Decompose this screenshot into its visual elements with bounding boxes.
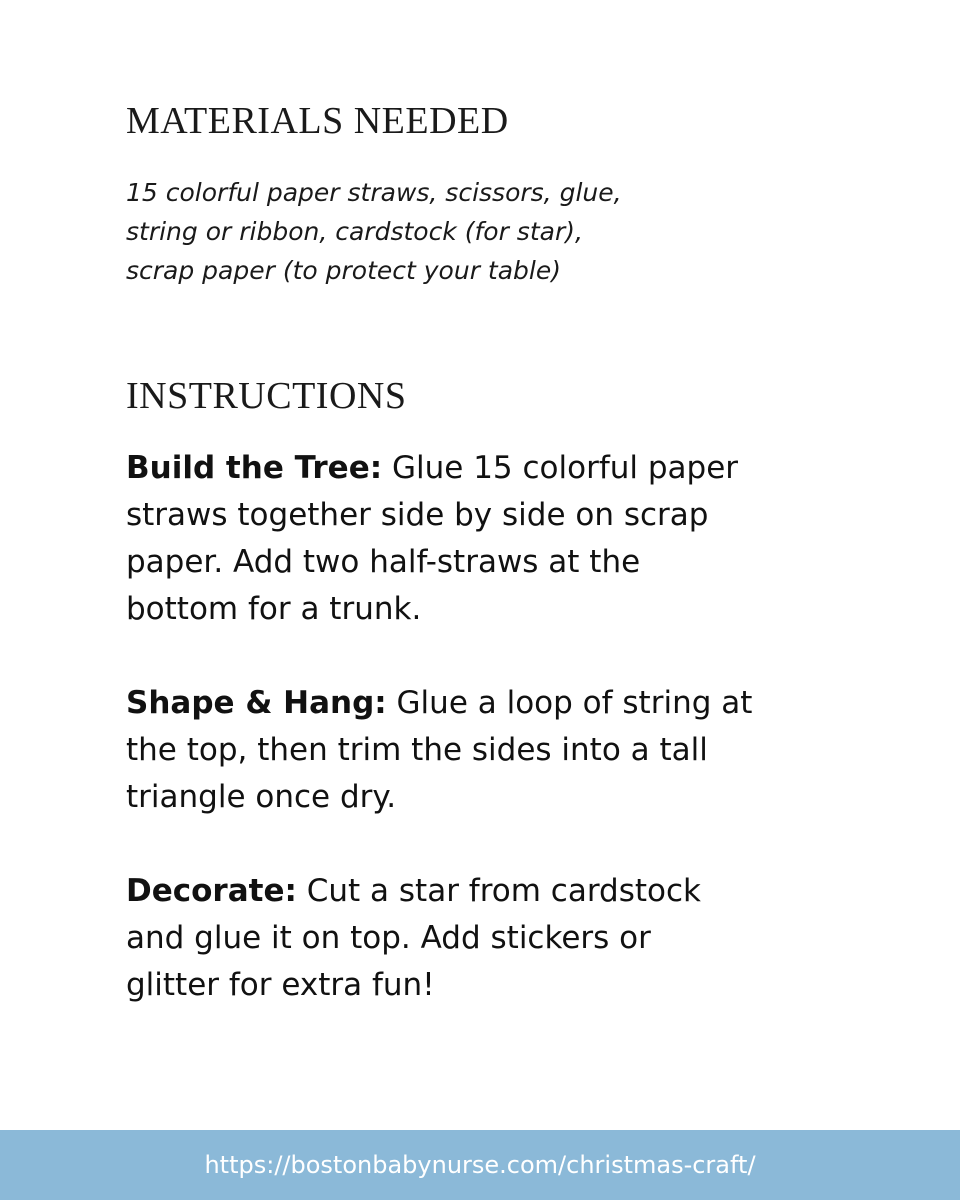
step-text: Cut a star from cardstock xyxy=(306,873,701,909)
step-text: and glue it on top. Add stickers or xyxy=(126,920,651,956)
instructions-heading: INSTRUCTIONS xyxy=(126,375,407,417)
instruction-step-decorate xyxy=(126,868,766,1009)
step-text: paper. Add two half-straws at the xyxy=(126,544,641,580)
footer-url-link[interactable]: https://bostonbabynurse.com/christmas-craft/ xyxy=(204,1151,756,1179)
materials-heading: MATERIALS NEEDED xyxy=(126,100,509,142)
instruction-step-build-the-tree xyxy=(126,445,766,633)
step-title: Shape & Hang: xyxy=(126,685,387,721)
step-text: Glue 15 colorful paper xyxy=(391,450,739,486)
instruction-step-shape-and-hang xyxy=(126,680,766,821)
materials-line: 15 colorful paper straws, scissors, glue, xyxy=(126,178,622,207)
materials-line: scrap paper (to protect your table) xyxy=(126,256,561,285)
materials-list xyxy=(126,173,766,290)
materials-line: string or ribbon, cardstock (for star), xyxy=(126,217,583,246)
step-text: Glue a loop of string at xyxy=(396,685,753,721)
step-text: bottom for a trunk. xyxy=(126,591,422,627)
step-text: straws together side by side on scrap xyxy=(126,497,709,533)
step-text: glitter for extra fun! xyxy=(126,967,435,1003)
step-title: Decorate: xyxy=(126,873,297,909)
step-title: Build the Tree: xyxy=(126,450,383,486)
step-text: the top, then trim the sides into a tall xyxy=(126,732,708,768)
footer-bar xyxy=(0,1130,960,1200)
step-text: triangle once dry. xyxy=(126,779,397,815)
